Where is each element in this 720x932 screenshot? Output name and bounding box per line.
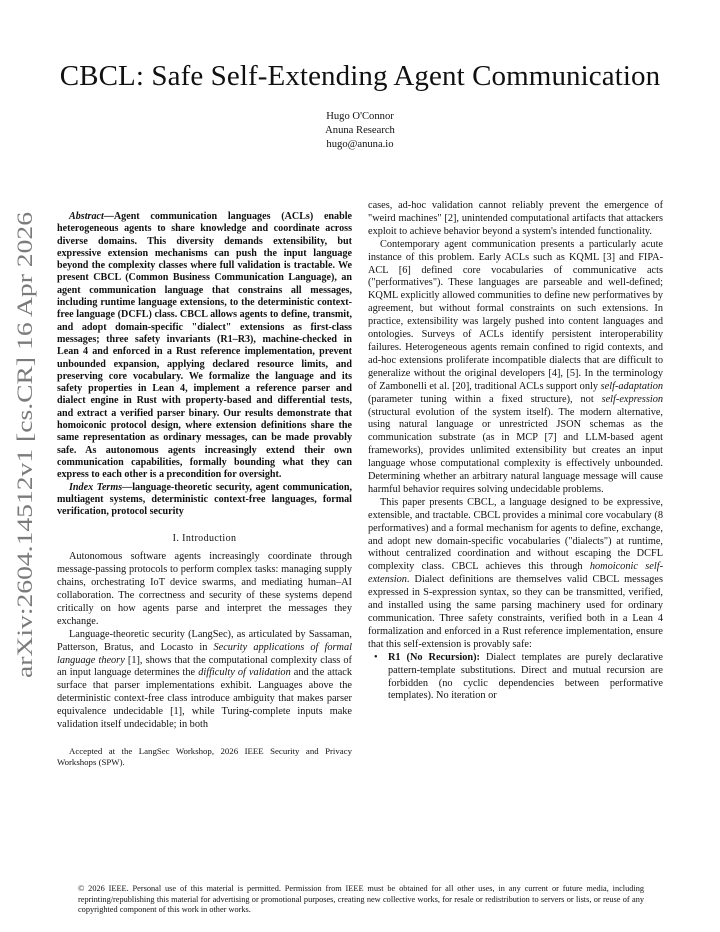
emphasis: self-adaptation [600,380,663,392]
index-terms-text: —language-theoretic security, agent communication, multiagent systems, deterministic context-free languages, formal verification, protocol security [57,481,352,518]
text-run: (parameter tuning within a fixed structure), not [368,393,602,405]
abstract-text: —Agent communication languages (ACLs) enable heterogeneous agents to share knowledge and coordinate across diverse domains. This diversity demands extensibility, but expressive extension mechanisms can push the input language beyond the complexity classes where full validation is tractable. We present CBCL (Common Business Communication Language), an agent communication language that constrains all messages, including runtime language extensions, to the deterministic context-free language (DCFL) class. CBCL allows agents to define, transmit, and adopt domain-specific "dialect" extensions as first-class messages; three safety invariants (R1–R3), machine-checked in Lean 4 and enforced in a Rust reference implementation, prevent unbounded expansion, applying declared resource limits, and preserving core vocabulary. We formalize the language and its safety properties in Lean 4, implement a reference parser and dialect engine in Rust with property-based and differential tests, and extract a verified parser binary. Our results demonstrate that homoiconic protocol design, where extension definitions share the same representation as ordinary messages, can be made provably safe. As autonomous agents increasingly extend their own communication capabilities, formally bounding what they can express to each other is a precondition for oversight. [57,211,352,481]
text-run: Language-theoretic security (LangSec), as articulated by Sassaman, Patterson, Bratus, and Locasto in [57,628,352,653]
abstract-label: Abstract [69,211,104,222]
arxiv-stamp [6,210,40,680]
rule-text: Dialect templates are purely declarative pattern-template substitutions. Direct and mutual recursion are forbidden (no cyclic dependencies between performative templates). No iteration or [388,651,663,702]
left-column [57,211,352,768]
text-run: [1], shows that the computational complexity class of an input language determines the [57,654,352,679]
bullet-icon: • [374,651,378,663]
text-run: and the attack surface that parser implementations exhibit. Languages above the deterministic context-free class introduce ambiguity that makes parser equivalence undecidable [1], while Turing-complete inputs make validation itself undecidable; in both [57,667,352,731]
copyright-footer: © 2026 IEEE. Personal use of this material is permitted. Permission from IEEE must be obtained for all other uses, in any current or future media, including reprinting/republishing this material for advertising or promotional purposes, creating new collective works, for resale or redistribution to servers or lists, or reuse of any copyrighted component of this work in other works. [78,884,644,914]
emphasis: difficulty of validation [198,667,291,679]
list-item [368,652,663,704]
text-run: Contemporary agent communication presents a particularly acute instance of this problem. Early ACLs such as KQML [3] and FIPA-ACL [6] defined core vocabularies of communicative acts ("performatives"). These languages are parseable and well-defined; KQML explicitly allowed communities to define new performatives by agreement, but without formal constraints on such extensions. In practice, extensibility was largely pushed into content languages and ontologies. Surveys of ACLs identify persistent interoperability failures. Heterogeneous agents remain confined to rigid contexts, and ad-hoc extensions proliferate incompatible dialects that are difficult to generalize without the original developers [4], [5]. In the terminology of Zambonelli et al. [20], traditional ACLs support only [368,238,663,392]
index-terms-label: Index Terms [69,481,123,493]
intro-paragraph-1: Autonomous software agents increasingly coordinate through message-passing protocols to perform complex tasks: managing supply chains, orchestrating IoT device swarms, and mediating human–AI collaboration. The correctness and security of these systems depend critically on how agents parse and interpret the messages they exchange. [57,551,352,627]
acceptance-note: Accepted at the LangSec Workshop, 2026 IEEE Security and Privacy Workshops (SPW). [57,746,352,767]
rule-label: R1 (No Recursion): [388,651,480,663]
index-terms [57,482,352,519]
arxiv-stamp-text: arXiv:2604.14512v1 [cs.CR] 16 Apr 2026 [12,298,37,678]
abstract [57,211,352,482]
author-email: hugo@anuna.io [326,139,394,150]
emphasis: homoiconic self-extension [368,561,663,586]
author-affiliation: Anuna Research [325,125,395,136]
right-column [368,200,663,703]
text-run: . Dialect definitions are themselves valid CBCL messages expressed in S-expression syntax, so they can be transmitted, verified, and installed using the same parsing machinery used for ordinary communication. Three safety constraints, verified both in a Lean 4 formalization and enforced in a Rust reference implementation, ensure that this self-extension is provably safe: [368,574,663,650]
text-run: (structural evolution of the system itself). The modern alternative, using natural language or unrestricted JSON schemas as the communication substrate (as in MCP [7] and LLM-based agent frameworks), provides unlimited extensibility but creates an input language whose computational complexity is effectively unbounded. Determining whether an arbitrary natural language message will cause harmful behavior requires solving undecidable problems. [368,406,663,495]
intro-paragraph-3: cases, ad-hoc validation cannot reliably prevent the emergence of "weird machines" [2], unintended computational artifacts that attackers exploit to achieve behavior beyond a system's intended functionality. [368,200,663,237]
emphasis: Security applications of formal language theory [57,641,352,666]
paper-title: CBCL: Safe Self-Extending Agent Communication [59,60,661,92]
intro-paragraph-2 [57,629,352,732]
intro-paragraph-4 [368,239,663,497]
safety-rules-list [368,652,663,704]
text-run: This paper presents CBCL, a language designed to be expressive, extensible, and tractable. CBCL provides a minimal core vocabulary (8 performatives) and a formal mechanism for agents to define, exchange, and adopt new domain-specific vocabularies ("dialects") at runtime, without centralized coordination and without escaping the DCFL complexity class. CBCL achieves this through [368,496,663,573]
intro-paragraph-5 [368,497,663,652]
author-name: Hugo O'Connor [326,111,394,122]
section-heading-introduction: I. Introduction [172,533,237,545]
emphasis: self-expression [601,393,663,405]
